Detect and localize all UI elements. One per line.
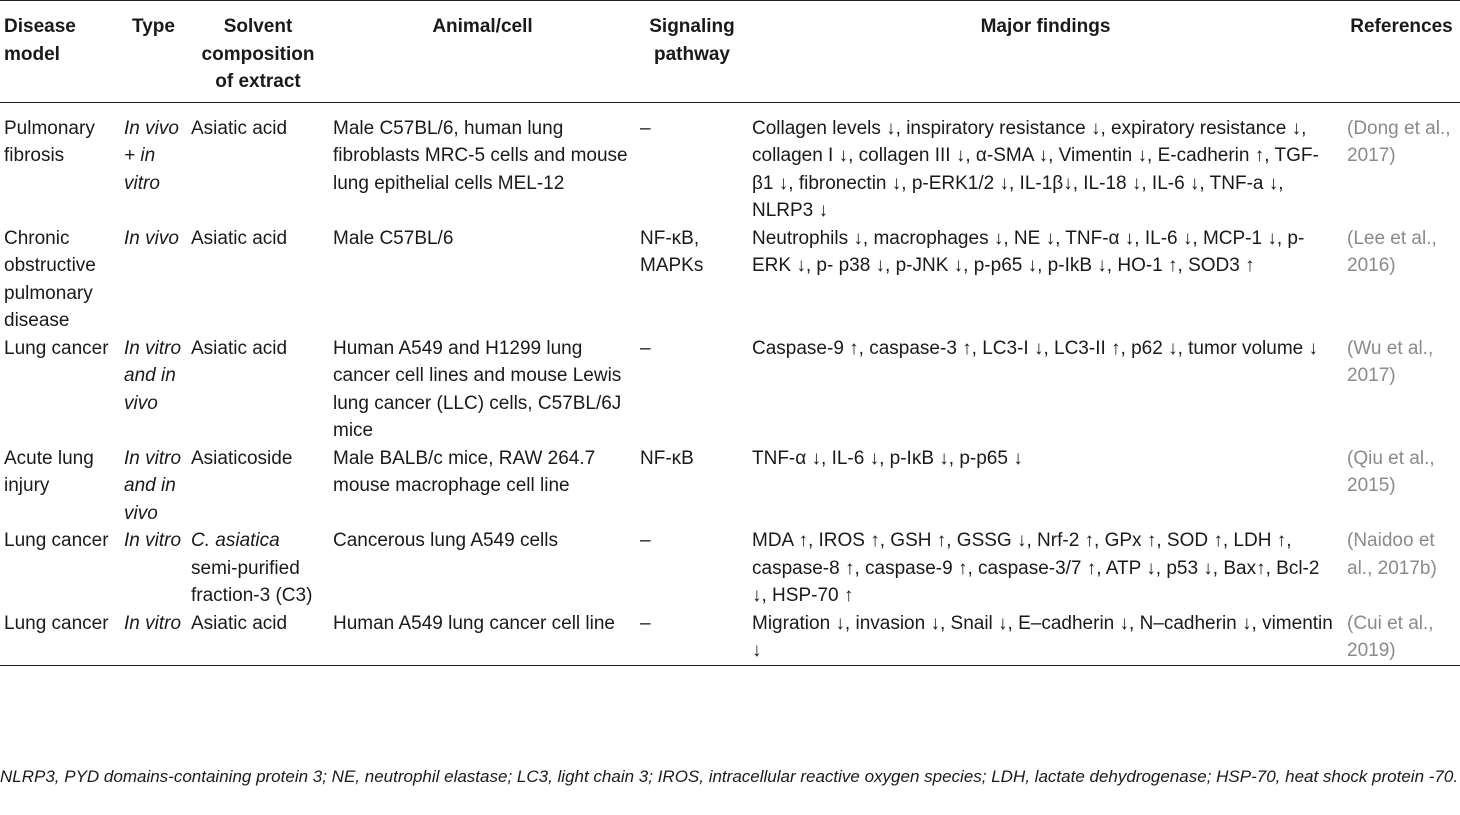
table-row (0, 610, 1460, 666)
cell-pathway: – (640, 117, 651, 139)
cell-type: In vitro and in vivo (124, 337, 182, 414)
cell-pathway: NF-κB (640, 447, 694, 469)
cell-type: In vivo (124, 227, 179, 249)
cell-findings: Collagen levels ↓, inspiratory resistance ↓, expiratory resistance ↓, collagen I ↓, collagen III ↓, α-SMA ↓, Vimentin ↓, E-cadherin ↑, TGF-β1 ↓, fibronectin ↓, p-ERK1/2 ↓, IL-1β↓, IL-18 ↓, IL-6 ↓, TNF-a ↓, NLRP3 ↓ (752, 117, 1319, 221)
cell-pathway: – (640, 530, 651, 551)
cell-findings: Caspase-9 ↑, caspase-3 ↑, LC3-I ↓, LC3-II ↑, p62 ↓, tumor volume ↓ (752, 337, 1319, 359)
cell-disease: Lung cancer (4, 337, 109, 359)
cell-disease: Lung cancer (0, 610, 120, 666)
cell-type: In vivo + in vitro (124, 117, 179, 194)
cell-disease: Acute lung injury (4, 447, 94, 496)
reference-link[interactable]: (Cui et al., 2019) (1343, 610, 1460, 666)
cell-solvent: Asiaticoside (191, 447, 293, 469)
table-row (0, 335, 1460, 445)
header-signaling-pathway: Signaling pathway (636, 1, 748, 103)
table-row (0, 225, 1460, 335)
cell-type: In vitro and in vivo (124, 447, 182, 524)
cell-solvent: Asiatic acid (191, 117, 288, 139)
reference-link[interactable]: (Qiu et al., 2015) (1347, 447, 1435, 496)
cell-animal: Human A549 and H1299 lung cancer cell lines and mouse Lewis lung cancer (LLC) cells, C57BL/6J mice (333, 337, 622, 441)
table-footnote: NLRP3, PYD domains-containing protein 3; NE, neutrophil elastase; LC3, light chain 3; IROS, intracellular reactive oxygen species; LDH, lactate dehydrogenase; HSP-70, heat shock protein -70. (0, 767, 1459, 786)
cell-disease: Pulmonary fibrosis (4, 117, 95, 166)
header-disease-model: Disease model (0, 1, 120, 103)
cell-type: In vitro (120, 610, 187, 666)
reference-link[interactable]: (Dong et al., 2017) (1347, 117, 1451, 166)
reference-link[interactable]: (Naidoo et al., 2017b) (1347, 530, 1437, 579)
cell-animal: Male BALB/c mice, RAW 264.7 mouse macrophage cell line (333, 447, 596, 496)
cell-solvent: Asiatic acid (191, 337, 288, 359)
fraction-name: semi-purified fraction-3 (C3) (191, 557, 313, 606)
cell-solvent (187, 527, 329, 610)
reference-link[interactable]: (Wu et al., 2017) (1347, 337, 1434, 386)
table-row (0, 102, 1460, 225)
cell-disease: Chronic obstructive pulmonary disease (4, 227, 96, 331)
reference-link[interactable]: (Lee et al., 2016) (1347, 227, 1437, 276)
cell-solvent: Asiatic acid (191, 227, 288, 249)
cell-disease: Lung cancer (4, 530, 109, 551)
cell-animal: Male C57BL/6, human lung fibroblasts MRC-5 cells and mouse lung epithelial cells MEL-12 (333, 117, 628, 194)
cell-animal: Male C57BL/6 (333, 227, 454, 249)
cell-findings: Migration ↓, invasion ↓, Snail ↓, E–cadherin ↓, N–cadherin ↓, vimentin ↓ (748, 610, 1343, 666)
cell-solvent: Asiatic acid (187, 610, 329, 666)
header-references: References (1343, 1, 1460, 103)
header-type: Type (120, 1, 187, 103)
cell-animal: Cancerous lung A549 cells (333, 530, 558, 551)
cell-pathway: – (640, 337, 651, 359)
header-major-findings: Major findings (748, 1, 1343, 103)
species-name: C. asiatica (191, 530, 280, 551)
cell-findings: Neutrophils ↓, macrophages ↓, NE ↓, TNF-α ↓, IL-6 ↓, MCP-1 ↓, p-ERK ↓, p- p38 ↓, p-JNK ↓, p-p65 ↓, p-IkB ↓, HO-1 ↑, SOD3 ↑ (752, 227, 1305, 276)
table-row (0, 445, 1460, 528)
cell-pathway: – (636, 610, 748, 666)
header-animal-cell: Animal/cell (329, 1, 636, 103)
cell-pathway: NF-κB, MAPKs (640, 227, 704, 276)
cell-type: In vitro (124, 530, 182, 551)
table-row (0, 527, 1460, 610)
header-row (0, 1, 1460, 103)
cell-findings: MDA ↑, IROS ↑, GSH ↑, GSSG ↓, Nrf-2 ↑, GPx ↑, SOD ↑, LDH ↑, caspase-8 ↑, caspase-9 ↑, caspase-3/7 ↑, ATP ↓, p53 ↓, Bax↑, Bcl-2 ↓, HSP-70 ↑ (752, 530, 1320, 606)
cell-animal: Human A549 lung cancer cell line (329, 610, 636, 666)
header-solvent: Solvent composition of extract (187, 1, 329, 103)
cell-findings: TNF-α ↓, IL-6 ↓, p-IκB ↓, p-p65 ↓ (752, 447, 1023, 469)
